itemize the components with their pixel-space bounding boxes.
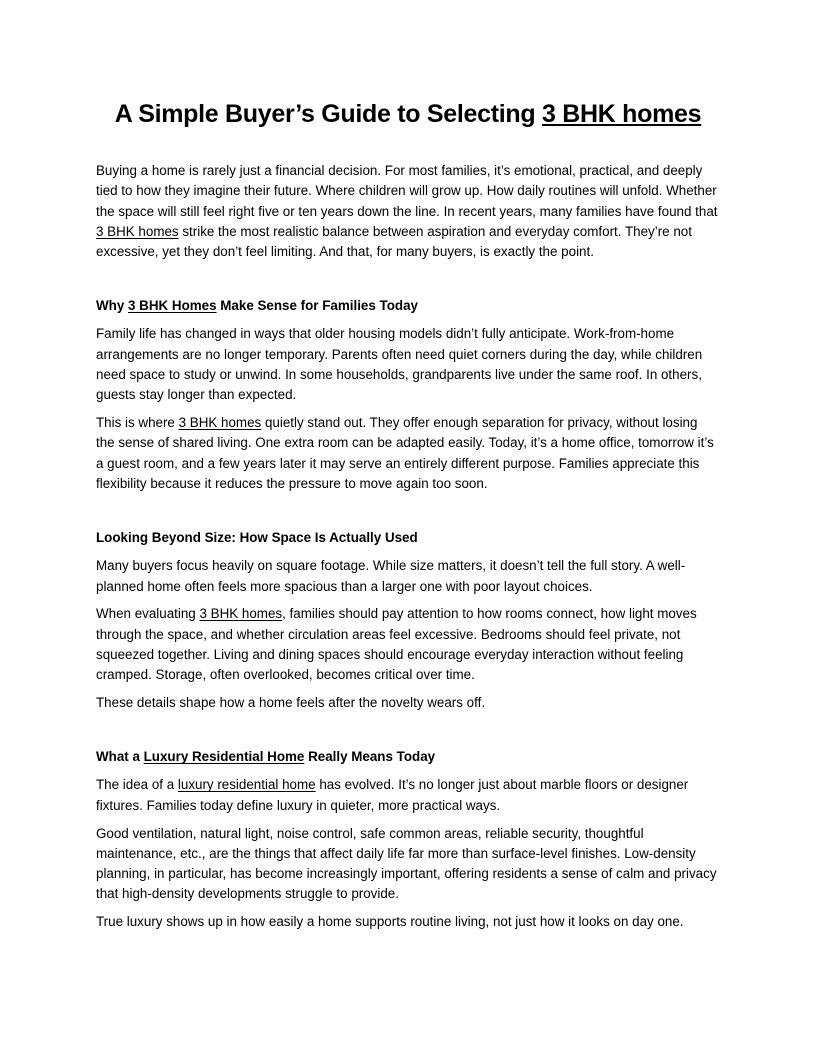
- section1-heading-link[interactable]: 3 BHK Homes: [128, 298, 217, 314]
- section1-paragraph-1: Family life has changed in ways that older housing models didn’t fully anticipate. Work-from-home arrangements are no longer temporary. Parents often need quiet corners during the day, while children need space to study or unwind. In some households, grandparents live under the same roof. In others, guests stay longer than expected.: [96, 326, 703, 403]
- title-text: A Simple Buyer’s Guide to Selecting: [114, 100, 542, 128]
- page-title: [96, 96, 720, 132]
- section2-paragraph-1: Many buyers focus heavily on square footage. While size matters, it doesn’t tell the full story. A well-planned home often feels more spacious than a larger one with poor layout choices.: [96, 558, 686, 594]
- section3-p1-text-a: The idea of a: [96, 777, 178, 793]
- section3-paragraph-1: [96, 775, 718, 816]
- section2-heading: Looking Beyond Size: How Space Is Actually Used: [96, 530, 418, 546]
- section3-paragraph-3: True luxury shows up in how easily a home supports routine living, not just how it looks on day one.: [96, 914, 684, 930]
- section1-heading: [96, 296, 718, 316]
- section2-p2-link[interactable]: 3 BHK homes: [199, 606, 283, 622]
- section2-paragraph-3: These details shape how a home feels after the novelty wears off.: [96, 695, 486, 711]
- document-body: [96, 161, 718, 933]
- section2-paragraph-2: [96, 604, 718, 685]
- section3-paragraph-2: Good ventilation, natural light, noise control, safe common areas, reliable security, thoughtful maintenance, etc., are the things that affect daily life far more than surface-level finishes. Low-density planning, in particular, has become increasingly important, offering residents a sense of calm and privacy that high-density developments struggle to provide.: [96, 825, 717, 902]
- section3-heading-post: Really Means Today: [304, 749, 436, 765]
- section1-p2-text-a: This is where: [96, 415, 179, 431]
- section3-p1-link[interactable]: luxury residential home: [177, 777, 316, 793]
- intro-link-3bhk-homes[interactable]: 3 BHK homes: [96, 223, 179, 239]
- intro-text-a: Buying a home is rarely just a financial decision. For most families, it’s emotional, practical, and deeply tied to how they imagine their future. Where children will grow up. How daily routines will unfold. Whether the space will still feel right five or ten years down the line. In recent years, many families have found that: [96, 163, 718, 219]
- section3-heading: [96, 747, 718, 767]
- section1-heading-pre: Why: [96, 298, 128, 314]
- section2-p2-text-a: When evaluating: [96, 606, 200, 622]
- section3-heading-pre: What a: [96, 749, 144, 765]
- section3-p1-text-b: has evolved. It’s no longer just about marble floors or designer fixtures. Families today define luxury in quieter, more practical ways.: [96, 777, 689, 813]
- title-link-3bhk-homes[interactable]: 3 BHK homes: [542, 100, 702, 128]
- intro-paragraph: [96, 161, 718, 262]
- section1-heading-post: Make Sense for Families Today: [216, 298, 418, 314]
- section3-heading-link[interactable]: Luxury Residential Home: [143, 749, 305, 765]
- section1-paragraph-2: [96, 413, 718, 494]
- section1-p2-link[interactable]: 3 BHK homes: [178, 415, 262, 431]
- section1-p2-text-b: quietly stand out. They offer enough separation for privacy, without losing the sense of shared living. One extra room can be adapted easily. Today, it’s a home office, tomorrow it’s a guest room, and a few years later it may serve an entirely different purpose. Families appreciate this flexibility because it reduces the pressure to move again too soon.: [96, 415, 714, 492]
- section2-p2-text-b: , families should pay attention to how rooms connect, how light moves through the space, and whether circulation areas feel excessive. Bedrooms should feel private, not squeezed together. Living and dining spaces should encourage everyday interaction without feeling cramped. Storage, often overlooked, becomes critical over time.: [96, 606, 697, 683]
- intro-text-b: strike the most realistic balance between aspiration and everyday comfort. They’re not excessive, yet they don’t feel limiting. And that, for many buyers, is exactly the point.: [96, 223, 692, 260]
